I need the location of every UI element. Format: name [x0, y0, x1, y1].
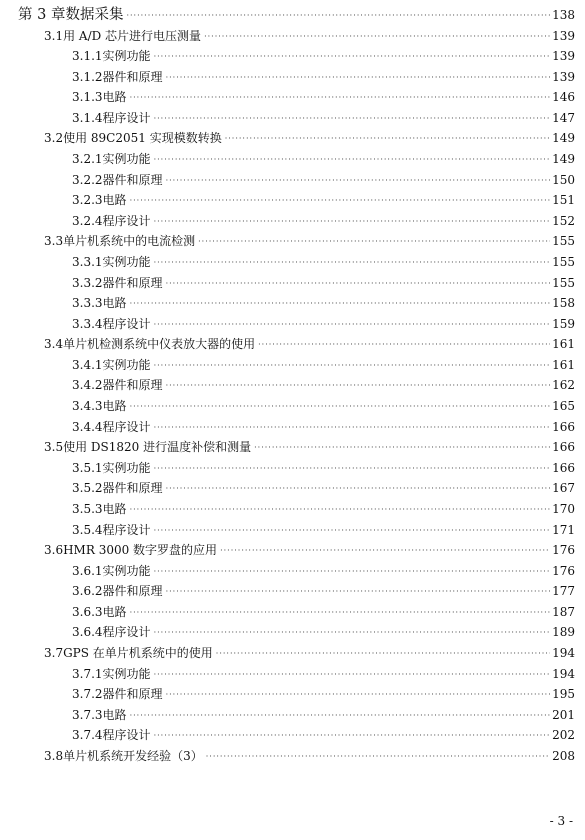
toc-entry-title: 电路: [102, 193, 127, 208]
dot-leader: [206, 748, 550, 766]
dot-leader: [154, 48, 551, 66]
dot-leader: [154, 727, 551, 745]
toc-entry-page: 152: [552, 213, 575, 228]
toc-entry-page: 177: [552, 584, 575, 599]
toc-entry-page: 139: [552, 28, 575, 43]
page-number: - 3 -: [549, 814, 573, 828]
dot-leader: [154, 624, 551, 642]
toc-entry-title: HMR 3000 数字罗盘的应用: [63, 543, 218, 558]
toc-entry-number: 3.4.4: [72, 419, 103, 434]
toc-entry-title: 电路: [102, 707, 127, 722]
toc-entry-title: 程序设计: [102, 625, 151, 640]
toc-entry-title: 程序设计: [102, 419, 151, 434]
toc-entry-page: 189: [552, 625, 575, 640]
toc-entry-title: 实例功能: [102, 254, 151, 269]
toc-entry-page: 194: [552, 666, 575, 681]
dot-leader: [258, 336, 550, 354]
toc-entry-number: 3.6.1: [72, 563, 103, 578]
toc-entry-section[interactable]: [44, 644, 575, 662]
dot-leader: [130, 398, 551, 416]
toc-entry-title: 使用 89C2051 实现模数转换: [63, 131, 222, 146]
toc-entry-section[interactable]: [44, 747, 575, 765]
toc-entry-number: 3.1.3: [72, 90, 103, 105]
toc-entry-section[interactable]: [44, 541, 575, 559]
toc-entry-title: 电路: [102, 604, 127, 619]
toc-entry-page: 139: [552, 49, 575, 64]
toc-entry-section[interactable]: [44, 438, 575, 456]
dot-leader: [154, 254, 551, 272]
toc-entry-page: 161: [552, 337, 575, 352]
dot-leader: [154, 151, 551, 169]
dot-leader: [154, 316, 551, 334]
toc-entry-sub[interactable]: [72, 418, 575, 436]
toc-entry-title: 器件和原理: [102, 481, 163, 496]
toc-entry-sub[interactable]: [72, 397, 575, 415]
toc-entry-sub[interactable]: [72, 274, 575, 292]
toc-entry-section[interactable]: [44, 129, 575, 147]
toc-entry-section[interactable]: [44, 27, 575, 45]
toc-entry-page: 146: [552, 90, 575, 105]
dot-leader: [154, 522, 551, 540]
toc-entry-number: 第 3 章: [18, 7, 66, 23]
toc-entry-sub[interactable]: [72, 603, 575, 621]
toc-entry-sub[interactable]: [72, 479, 575, 497]
toc-entry-title: 器件和原理: [102, 172, 163, 187]
toc-entry-sub[interactable]: [72, 171, 575, 189]
dot-leader: [154, 419, 551, 437]
toc-entry-number: 3.4: [44, 337, 64, 352]
dot-leader: [204, 28, 550, 46]
toc-entry-sub[interactable]: [72, 150, 575, 168]
toc-entry-sub[interactable]: [72, 521, 575, 539]
toc-entry-title: 单片机系统中的电流检测: [63, 234, 196, 249]
toc-entry-page: 155: [552, 234, 575, 249]
toc-entry-sub[interactable]: [72, 582, 575, 600]
toc-entry-page: 155: [552, 275, 575, 290]
toc-entry-number: 3.2.1: [72, 152, 103, 167]
toc-entry-title: 电路: [102, 501, 127, 516]
toc-entry-page: 139: [552, 69, 575, 84]
toc-entry-title: 实例功能: [102, 460, 151, 475]
toc-entry-page: 201: [552, 707, 575, 722]
toc-entry-number: 3.2.2: [72, 172, 103, 187]
toc-entry-number: 3.5.3: [72, 501, 103, 516]
toc-entry-page: 167: [552, 481, 575, 496]
toc-entry-page: 166: [552, 419, 575, 434]
toc-entry-number: 3.5.2: [72, 481, 103, 496]
toc-entry-number: 3.4.2: [72, 378, 103, 393]
toc-entry-number: 3.1.4: [72, 110, 103, 125]
toc-entry-title: 实例功能: [102, 49, 151, 64]
toc-entry-title: 单片机检测系统中仪表放大器的使用: [63, 337, 256, 352]
toc-entry-title: 器件和原理: [102, 69, 163, 84]
toc-entry-title: 程序设计: [102, 316, 151, 331]
dot-leader: [198, 233, 550, 251]
toc-entry-page: 187: [552, 604, 575, 619]
toc-entry-sub[interactable]: [72, 253, 575, 271]
dot-leader: [154, 110, 551, 128]
toc-entry-title: 程序设计: [102, 728, 151, 743]
toc-entry-title: 程序设计: [102, 213, 151, 228]
toc-entry-title: 器件和原理: [102, 584, 163, 599]
toc-entry-number: 3.6.2: [72, 584, 103, 599]
dot-leader: [166, 377, 551, 395]
toc-entry-title: 程序设计: [102, 522, 151, 537]
toc-entry-title: 电路: [102, 90, 127, 105]
toc-entry-title: GPS 在单片机系统中的使用: [63, 645, 213, 660]
dot-leader: [154, 666, 551, 684]
toc-entry-page: 166: [552, 460, 575, 475]
dot-leader: [166, 480, 551, 498]
toc-entry-page: 155: [552, 254, 575, 269]
toc-entry-number: 3.4.1: [72, 357, 103, 372]
dot-leader: [126, 7, 550, 25]
toc-entry-number: 3.5.4: [72, 522, 103, 537]
toc-entry-number: 3.2.3: [72, 193, 103, 208]
toc-entry-number: 3.7.1: [72, 666, 103, 681]
toc-entry-number: 3.2.4: [72, 213, 103, 228]
dot-leader: [166, 583, 551, 601]
dot-leader: [130, 707, 551, 725]
toc-entry-sub[interactable]: [72, 109, 575, 127]
toc-entry-sub[interactable]: [72, 315, 575, 333]
toc-entry-sub[interactable]: [72, 212, 575, 230]
toc-entry-number: 3.7.2: [72, 687, 103, 702]
dot-leader: [166, 275, 551, 293]
toc-entry-page: 149: [552, 152, 575, 167]
toc-entry-number: 3.3.2: [72, 275, 103, 290]
toc-entry-title: 数据采集: [65, 7, 124, 23]
dot-leader: [130, 295, 551, 313]
toc-entry-sub[interactable]: [72, 294, 575, 312]
toc-entry-number: 3.3.4: [72, 316, 103, 331]
toc-entry-number: 3.5.1: [72, 460, 103, 475]
toc-entry-sub[interactable]: [72, 685, 575, 703]
toc-entry-title: 电路: [102, 399, 127, 414]
dot-leader: [166, 172, 551, 190]
toc-entry-section[interactable]: [44, 232, 575, 250]
toc-entry-sub[interactable]: [72, 459, 575, 477]
dot-leader: [216, 645, 550, 663]
toc-entry-title: 器件和原理: [102, 275, 163, 290]
toc-entry-page: 171: [552, 522, 575, 537]
toc-entry-title: 实例功能: [102, 357, 151, 372]
dot-leader: [130, 604, 551, 622]
toc-entry-title: 器件和原理: [102, 687, 163, 702]
dot-leader: [154, 460, 551, 478]
toc-entry-title: 用 A/D 芯片进行电压测量: [63, 28, 202, 43]
toc-entry-page: 159: [552, 316, 575, 331]
dot-leader: [154, 563, 551, 581]
toc-entry-page: 170: [552, 501, 575, 516]
toc-entry-page: 176: [552, 563, 575, 578]
toc-entry-number: 3.6: [44, 543, 64, 558]
toc-entry-page: 195: [552, 687, 575, 702]
toc-entry-sub[interactable]: [72, 47, 575, 65]
dot-leader: [166, 69, 551, 87]
toc-entry-number: 3.2: [44, 131, 64, 146]
toc-entry-sub[interactable]: [72, 562, 575, 580]
dot-leader: [130, 192, 551, 210]
toc-entry-sub[interactable]: [72, 665, 575, 683]
toc-entry-sub[interactable]: [72, 500, 575, 518]
dot-leader: [130, 501, 551, 519]
dot-leader: [220, 542, 550, 560]
toc-entry-title: 器件和原理: [102, 378, 163, 393]
dot-leader: [130, 89, 551, 107]
toc-entry-number: 3.6.3: [72, 604, 103, 619]
toc-entry-sub[interactable]: [72, 88, 575, 106]
toc-entry-number: 3.1.2: [72, 69, 103, 84]
toc-entry-page: 158: [552, 296, 575, 311]
dot-leader: [225, 130, 550, 148]
toc-entry-page: 208: [552, 748, 575, 763]
toc-entry-page: 165: [552, 399, 575, 414]
toc-entry-page: 162: [552, 378, 575, 393]
toc-entry-page: 166: [552, 440, 575, 455]
toc-entry-number: 3.1.1: [72, 49, 103, 64]
toc-entry-title: 单片机系统开发经验（3）: [63, 748, 203, 763]
toc-entry-sub[interactable]: [72, 706, 575, 724]
toc-entry-page: 150: [552, 172, 575, 187]
toc-entry-sub[interactable]: [72, 623, 575, 641]
dot-leader: [154, 213, 551, 231]
dot-leader: [154, 357, 551, 375]
toc-entry-page: 149: [552, 131, 575, 146]
toc-entry-chapter[interactable]: [18, 6, 575, 24]
toc-entry-page: 176: [552, 543, 575, 558]
dot-leader: [166, 686, 551, 704]
toc-entry-title: 实例功能: [102, 563, 151, 578]
toc-entry-number: 3.8: [44, 748, 64, 763]
toc-entry-number: 3.4.3: [72, 399, 103, 414]
toc-entry-number: 3.7.4: [72, 728, 103, 743]
toc-entry-sub[interactable]: [72, 376, 575, 394]
toc-entry-title: 实例功能: [102, 152, 151, 167]
toc-entry-section[interactable]: [44, 335, 575, 353]
toc-entry-number: 3.3.3: [72, 296, 103, 311]
toc-entry-page: 151: [552, 193, 575, 208]
toc-entry-sub[interactable]: [72, 356, 575, 374]
toc-entry-number: 3.7.3: [72, 707, 103, 722]
toc-entry-number: 3.3.1: [72, 254, 103, 269]
toc-entry-sub[interactable]: [72, 726, 575, 744]
toc-entry-number: 3.1: [44, 28, 64, 43]
toc-entry-page: 161: [552, 357, 575, 372]
toc-entry-title: 程序设计: [102, 110, 151, 125]
toc-entry-sub[interactable]: [72, 191, 575, 209]
toc-entry-page: 202: [552, 728, 575, 743]
toc-entry-number: 3.3: [44, 234, 64, 249]
toc-entry-page: 138: [552, 8, 575, 22]
toc-entry-number: 3.6.4: [72, 625, 103, 640]
dot-leader: [254, 439, 550, 457]
toc-entry-sub[interactable]: [72, 68, 575, 86]
toc-entry-title: 使用 DS1820 进行温度补偿和测量: [63, 440, 252, 455]
toc-entry-number: 3.7: [44, 645, 64, 660]
toc-entry-page: 194: [552, 645, 575, 660]
toc-entry-number: 3.5: [44, 440, 64, 455]
toc-entry-title: 电路: [102, 296, 127, 311]
toc-entry-title: 实例功能: [102, 666, 151, 681]
toc-entry-page: 147: [552, 110, 575, 125]
